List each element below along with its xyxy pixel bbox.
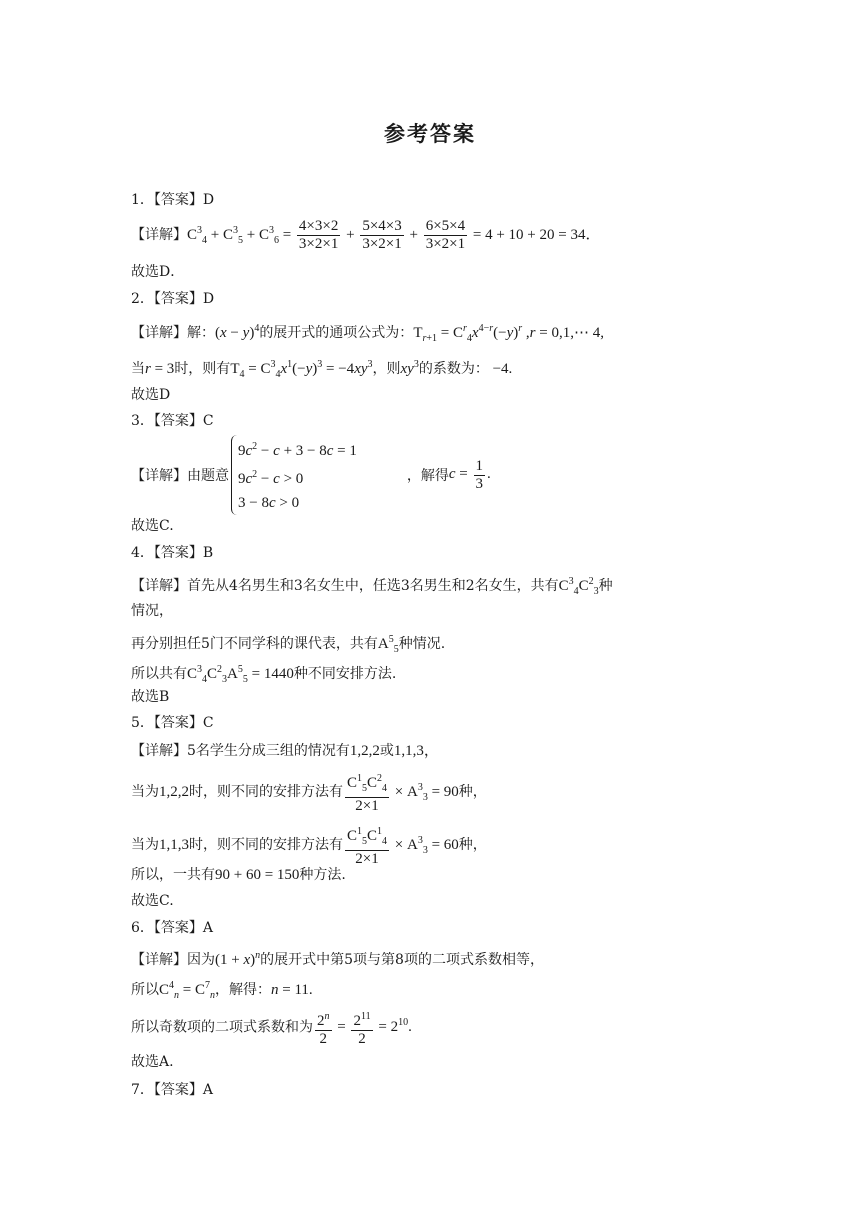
detail-text: 的展开式的通项公式为： [259,325,414,341]
equation-system: $9c^2 - c + 3 - 8c = 1$ $9c^2 - c > 0$ 3 − 8c > 0 [231,435,357,515]
text: ，解得： [214,982,271,998]
answer-4-line4: 所以共有$C^3_4C^2_3A^5_5 = 1440$种不同安排方法. [131,664,397,685]
answer-5-line1: 【详解】5名学生分成三组的情况有1,2,2或1,1,3， [131,743,439,759]
answer-6-end: 故选A. [131,1054,174,1070]
answer-1-end: 故选D． [131,264,185,280]
answer-2-label: 2．【答案】D [131,291,215,307]
text: 所以，一共有 [131,867,215,883]
answer-5-line3: 当为1,1,3时，则不同的安排方法有 $\frac{C^1_5C^1_4}{2\times 1}$ × $A^3_3 = 60$种， [131,823,487,868]
answer-7-label: 7．【答案】A [131,1082,214,1098]
text: 种， [458,783,487,800]
answer-6-label: 6．【答案】A [131,920,214,936]
text: 或 [379,743,394,759]
answer-5-end: 故选C. [131,893,174,909]
text: ，则 [372,361,401,377]
answer-2-detail: 【详解】解：$(x - y)^4$的展开式的通项公式为：$T_{r+1} = C^r_4x^{4-r}(-y)^r$ ,r = 0,1,⋯ 4, [131,323,604,344]
text: 所以共有 [131,666,187,682]
text: 的展开式中第5项与第8项的二项式系数相等， [260,952,544,968]
text: 的系数为： [418,361,489,377]
answer-5-line2: 当为1,2,2时，则不同的安排方法有 $\frac{C^1_5C^2_4}{2\times 1}$ × $A^3_3 = 90$种， [131,770,487,815]
detail-prefix: 【详解】 [131,226,187,243]
text: 种情况. [398,636,446,652]
answer-2-line2: 当r = 3时，则有$T_4 = C^3_4x^1(-y)^3 = -4xy^3$，则$xy^3$的系数为： −4. [131,359,513,380]
text: 【详解】首先从4名男生和3名女生中，任选3名男生和2名女生，共有 [131,578,559,594]
answer-4-label: 4．【答案】B [131,545,214,561]
text: ，解得 [406,468,449,484]
text: 时，则有 [174,361,231,377]
page-title: 参考答案 [384,122,476,146]
answer-3-detail: 【详解】由题意 $9c^2 - c + 3 - 8c = 1$ $9c^2 - c > 0$ 3 − 8c > 0 ，解得c = $\frac{1}{3}$ . [131,435,491,515]
answer-3-end: 故选C. [131,518,174,534]
text: 【详解】因为 [131,952,215,968]
answer-6-line2: 所以$C^4_n = C^7_n$，解得：n = 11. [131,980,313,1001]
text: 时，则不同的安排方法有 [189,836,343,853]
text: 种方法. [299,867,346,883]
text: 种 [598,578,613,594]
answer-5-line4: 所以，一共有90 + 60 = 150种方法. [131,867,346,883]
text: 当为 [131,783,159,800]
answer-4-line1: 【详解】首先从4名男生和3名女生中，任选3名男生和2名女生，共有$C^3_4C^2_3$种 [131,576,613,597]
detail-prefix: 【详解】由题意 [131,468,229,484]
answer-3-label: 3．【答案】C [131,413,214,429]
text: 种， [458,836,487,853]
text: 【详解】5名学生分成三组的情况有 [131,743,350,759]
answer-4-line2: 情况， [131,603,173,619]
answer-4-line3: 再分别担任5门不同学科的课代表，共有$A^5_5$种情况. [131,634,446,655]
text: 当为 [131,836,159,853]
detail-prefix: 【详解】解： [131,325,215,341]
text: 所以奇数项的二项式系数和为 [131,1019,313,1036]
answer-4-end: 故选B [131,689,170,705]
text: 当 [131,361,145,377]
text: 再分别担任5门不同学科的课代表，共有 [131,636,378,652]
text: 所以 [131,982,159,998]
answer-1-label: 1．【答案】D [131,192,215,208]
answer-6-line3: 所以奇数项的二项式系数和为 $\frac{2^n}{2}$ = $\frac{2^{11}}{2}$ = $2^{10}$. [131,1008,412,1048]
answer-6-line1: 【详解】因为$(1 + x)^n$的展开式中第5项与第8项的二项式系数相等， [131,950,544,968]
text: 种不同安排方法. [293,666,397,682]
text: 时，则不同的安排方法有 [189,783,343,800]
answer-1-detail: 【详解】$C^3_4 + C^3_5 + C^3_6$ = $\frac{4\times 3\times 2}{3\times 2\times 1}$ + $\frac{5\times 4\times 3}{3\times 2\times 1}$ + $\frac{6\times 5\times 4}{3\times 2\times 1}$ = 4 + 10 + 20 = 34． [131,218,601,252]
answer-2-end: 故选D [131,387,171,403]
answer-5-label: 5．【答案】C [131,715,214,731]
